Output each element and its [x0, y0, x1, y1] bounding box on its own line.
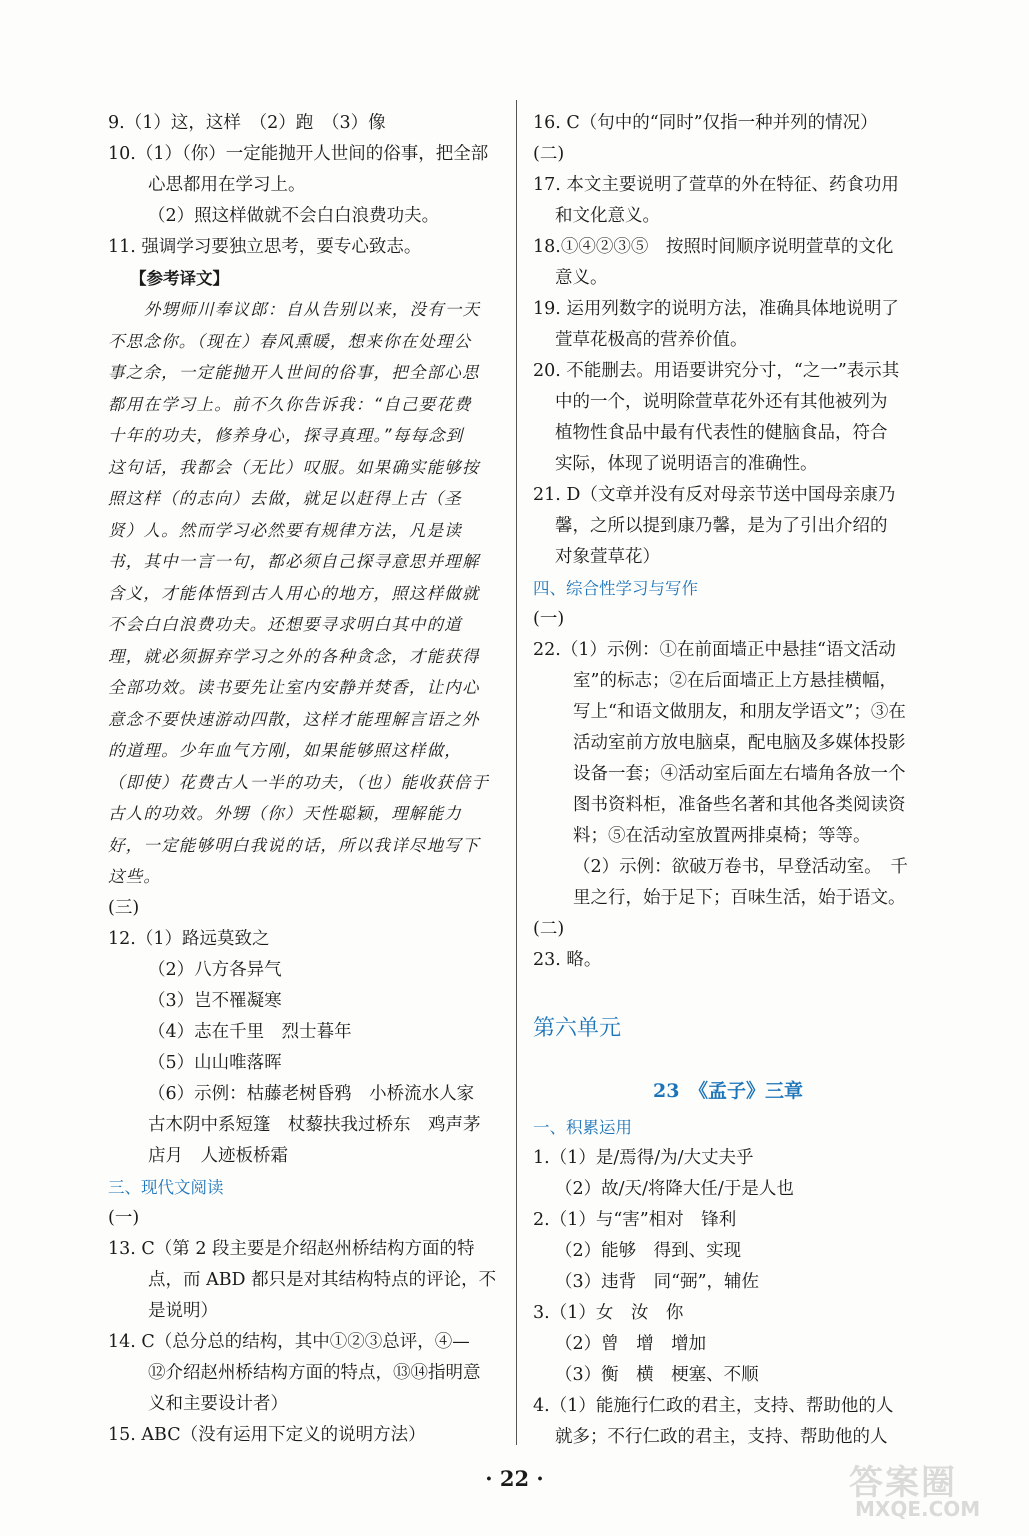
answer-21-cont: 馨，之所以提到康乃馨，是为了引出介绍的: [555, 516, 888, 536]
answer-16: 16. C（句中的“同时”仅指一种并列的情况）: [533, 113, 878, 133]
answer-9: 9.（1）这，这样 （2）跑 （3）像: [108, 113, 386, 133]
answer-3-3: （3）衡 横 梗塞、不顺: [555, 1365, 759, 1385]
reference-translation-heading: 【参考译文】: [130, 269, 229, 288]
answer-19: 19. 运用列数字的说明方法，准确具体地说明了: [533, 299, 899, 319]
answer-12-6: （6）示例：枯藤老树昏鸦 小桥流水人家: [148, 1083, 475, 1104]
section-heading: 一、积累运用: [533, 1118, 632, 1137]
translation-line: 十年的功夫，修养身心，探寻真理。”每每念到: [108, 426, 464, 445]
answer-21: 21. D（文章并没有反对母亲节送中国母亲康乃: [533, 485, 896, 505]
answer-13-cont: 是说明）: [148, 1300, 218, 1321]
answer-17: 17. 本文主要说明了萱草的外在特征、药食功用: [533, 175, 899, 195]
left-column: [108, 108, 500, 1451]
answer-20-cont: 中的一个，说明除萱草花外还有其他被列为: [555, 392, 888, 412]
watermark-url: MXQE.COM: [855, 1497, 981, 1521]
answer-22-2-cont: 里之行，始于足下；百味生活，始于语文。: [573, 888, 906, 908]
translation-line: 事之余，一定能抛开人世间的俗事，把全部心思: [108, 363, 480, 382]
translation-line: 好，一定能够明白我说的话，所以我详尽地写下: [108, 835, 480, 855]
translation-line: 这句话，我都会（无比）叹服。如果确实能够按: [108, 457, 480, 477]
answer-19-cont: 萱草花极高的营养价值。: [555, 330, 748, 350]
watermark-logo: [849, 1455, 999, 1525]
answer-12-6-cont: 古木阴中系短篷 杖藜扶我过桥东 鸡声茅: [148, 1114, 481, 1135]
answer-2-2: （2）能够 得到、实现: [555, 1241, 742, 1261]
answer-1-2: （2）故/天/将降大任/于是人也: [555, 1179, 794, 1199]
answer-10-2: （2）照这样做就不会白白浪费功夫。: [148, 206, 440, 226]
translation-line: 全部功效。读书要先让室内安静并焚香，让内心: [108, 678, 480, 697]
answer-3: 3.（1）女 汝 你: [533, 1303, 684, 1323]
unit-title: 第六单元: [533, 1016, 622, 1041]
answer-3-2: （2）曾 增 增加: [555, 1334, 707, 1354]
watermark-text: 答案圈: [849, 1463, 957, 1503]
answer-12-5: （5）山山唯落晖: [148, 1052, 282, 1073]
answer-12: 12.（1）路远莫致之: [108, 928, 270, 949]
translation-line: 都用在学习上。前不久你告诉我：“自己要花费: [108, 394, 472, 414]
translation-line: 照这样（的志向）去做，就足以赶得上古（圣: [108, 489, 462, 508]
answer-22-cont: 活动室前方放电脑桌，配电脑及多媒体投影: [573, 733, 906, 753]
answer-22-2: （2）示例：欲破万卷书，早登活动室。 千: [573, 857, 908, 877]
right-column: [533, 108, 923, 1453]
answer-14-cont: 义和主要设计者）: [148, 1393, 288, 1414]
answer-17-cont: 和文化意义。: [555, 206, 660, 226]
translation-line: 理，就必须摒弃学习之外的各种贪念，才能获得: [108, 646, 480, 666]
translation-line: （即使）花费古人一半的功夫，（也）能收获倍于: [108, 772, 490, 792]
part-marker: (一): [108, 1207, 140, 1228]
answer-22-cont: 室”的标志；②在后面墙正上方悬挂横幅，: [573, 671, 897, 691]
answer-10: 10.（1）（你）一定能抛开人世间的俗事，把全部: [108, 144, 489, 164]
answer-12-2: （2）八方各异气: [148, 959, 282, 980]
answer-2-3: （3）违背 同“弼”，辅佐: [555, 1272, 760, 1292]
answer-14: 14. C（总分总的结构，其中①②③总评，④—: [108, 1331, 470, 1352]
translation-line: 不思念你。（现在）春风熏暖，想来你在处理公: [108, 331, 472, 351]
answer-12-3: （3）岂不罹凝寒: [148, 990, 282, 1011]
answer-13-cont: 点，而 ABD 都只是对其结构特点的评论，不: [148, 1269, 497, 1290]
part-marker: (三): [108, 897, 140, 918]
translation-line: 含义，才能体悟到古人用心的地方，照这样做就: [108, 583, 480, 603]
answer-20: 20. 不能删去。用语要讲究分寸，“之一”表示其: [533, 361, 900, 381]
answer-18: 18.①④②③⑤ 按照时间顺序说明萱草的文化: [533, 237, 894, 257]
answer-21-cont: 对象萱草花）: [555, 547, 660, 567]
page-number: · 22 ·: [485, 1466, 544, 1491]
translation-line: 贤）人。然而学习必然要有规律方法，凡是读: [108, 520, 462, 540]
answer-22-cont: 设备一套；④活动室后面左右墙角各放一个: [573, 764, 906, 784]
answer-4-cont: 就多；不行仁政的君主，支持、帮助他的人: [555, 1427, 888, 1447]
answer-10-cont: 心思都用在学习上。: [148, 175, 306, 195]
translation-line: 古人的功效。外甥（你）天性聪颖，理解能力: [108, 804, 462, 823]
part-marker: (一): [533, 609, 565, 629]
translation-line: 的道理。少年血气方刚，如果能够照这样做，: [108, 741, 462, 760]
section-heading: 四、综合性学习与写作: [533, 579, 698, 598]
answer-22-cont: 图书资料柜，准备些名著和其他各类阅读资: [573, 795, 906, 815]
answer-14-cont: ⑫介绍赵州桥结构方面的特点，⑬⑭指明意: [148, 1362, 481, 1383]
translation-line: 这些。: [108, 867, 162, 886]
answer-2: 2.（1）与“害”相对 锋利: [533, 1210, 737, 1230]
translation-line: 意念不要快速游动四散，这样才能理解言语之外: [108, 709, 480, 729]
answer-11: 11. 强调学习要独立思考，要专心致志。: [108, 237, 422, 257]
translation-line: 不会白白浪费功夫。还想要寻求明白其中的道: [108, 615, 462, 634]
part-marker: (二): [533, 919, 565, 939]
answer-1: 1.（1）是/焉得/为/大丈夫乎: [533, 1148, 754, 1168]
answer-18-cont: 意义。: [555, 268, 608, 288]
lesson-title: 23 《孟子》三章: [653, 1080, 803, 1102]
answer-22-cont: 料；⑤在活动室放置两排桌椅；等等。: [573, 826, 871, 846]
answer-20-cont: 实际，体现了说明语言的准确性。: [555, 454, 818, 474]
answer-22: 22.（1）示例：①在前面墙正中悬挂“语文活动: [533, 640, 896, 660]
answer-12-6-cont: 店月 人迹板桥霜: [148, 1145, 288, 1166]
answer-12-4: （4）志在千里 烈士暮年: [148, 1021, 352, 1042]
answer-13: 13. C（第 2 段主要是介绍赵州桥结构方面的特: [108, 1238, 475, 1259]
answer-23: 23. 略。: [533, 950, 602, 970]
translation-line: 外甥师川奉议郎：自从告别以来，没有一天: [144, 300, 481, 319]
column-divider: [516, 100, 517, 1445]
answer-20-cont: 植物性食品中最有代表性的健脑食品，符合: [555, 423, 888, 443]
answer-22-cont: 写上“和语文做朋友，和朋友学语文”；③在: [573, 702, 906, 722]
answer-15: 15. ABC（没有运用下定义的说明方法）: [108, 1424, 426, 1445]
translation-line: 书，其中一言一句，都必须自己探寻意思并理解: [108, 552, 480, 571]
section-heading: 三、现代文阅读: [108, 1177, 224, 1197]
part-marker: (二): [533, 144, 565, 164]
answer-4: 4.（1）能施行仁政的君主，支持、帮助他的人: [533, 1396, 894, 1416]
